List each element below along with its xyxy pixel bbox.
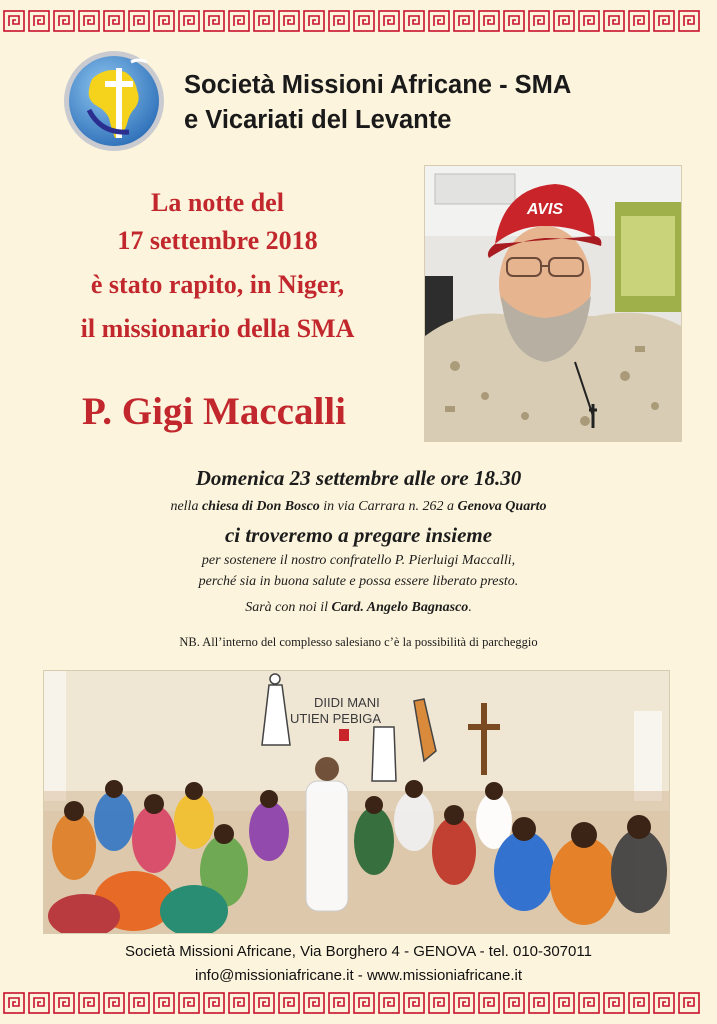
border-spiral-motif <box>254 11 274 31</box>
border-spiral-motif <box>229 993 249 1013</box>
border-spiral-motif <box>154 11 174 31</box>
border-spiral-motif <box>29 993 49 1013</box>
greek-key-pattern <box>0 6 717 36</box>
border-spiral-motif <box>629 993 649 1013</box>
border-spiral-motif <box>329 993 349 1013</box>
cardinal-note-prefix: Sarà con noi il <box>245 600 332 615</box>
portrait-illustration <box>425 166 681 441</box>
border-spiral-motif <box>504 993 524 1013</box>
border-spiral-motif <box>279 11 299 31</box>
border-spiral-motif <box>29 11 49 31</box>
border-spiral-motif <box>229 11 249 31</box>
border-spiral-motif <box>304 993 324 1013</box>
organization-title <box>184 68 704 138</box>
border-spiral-motif <box>604 993 624 1013</box>
event-date: Domenica 23 settembre alle ore 18.30 <box>195 466 522 490</box>
border-spiral-motif <box>354 11 374 31</box>
missionary-portrait-photo <box>424 165 682 442</box>
event-place-middle: in via Carrara n. 262 a <box>319 499 458 514</box>
border-spiral-motif <box>279 993 299 1013</box>
event-details <box>20 462 697 652</box>
border-spiral-motif <box>429 993 449 1013</box>
footer-address: Società Missioni Africane, Via Borghero 4 - GENOVA - tel. 010-307011 <box>125 943 592 960</box>
cardinal-name: Card. Angelo Bagnasco <box>331 600 469 615</box>
headline-line-2: 17 settembre 2018 <box>117 226 318 255</box>
border-spiral-motif <box>354 993 374 1013</box>
border-spiral-motif <box>479 11 499 31</box>
border-spiral-motif <box>329 11 349 31</box>
border-spiral-motif <box>454 993 474 1013</box>
border-spiral-motif <box>529 11 549 31</box>
wall-text-1: DIIDI MANI <box>314 695 380 710</box>
border-spiral-motif <box>554 11 574 31</box>
decorative-border-top <box>0 6 717 36</box>
cardinal-note <box>20 596 697 620</box>
border-spiral-motif <box>4 11 24 31</box>
headline-line-3: è stato rapito, in Niger, <box>90 270 345 299</box>
footer <box>0 940 717 988</box>
border-spiral-motif <box>104 993 124 1013</box>
headline <box>20 184 415 348</box>
border-spiral-motif <box>404 993 424 1013</box>
border-spiral-motif <box>79 11 99 31</box>
border-spiral-motif <box>629 11 649 31</box>
border-spiral-motif <box>654 11 674 31</box>
border-spiral-motif <box>129 11 149 31</box>
headline-line-4: il missionario della SMA <box>80 314 355 343</box>
event-city: Genova Quarto <box>457 499 547 514</box>
border-spiral-motif <box>204 11 224 31</box>
cardinal-note-suffix: . <box>468 600 472 615</box>
missionary-name: P. Gigi Maccalli <box>82 390 346 433</box>
border-spiral-motif <box>579 993 599 1013</box>
border-spiral-motif <box>54 993 74 1013</box>
border-spiral-motif <box>104 11 124 31</box>
event-place-prefix: nella <box>170 499 202 514</box>
organization-subtitle: e Vicariati del Levante <box>184 106 452 134</box>
border-spiral-motif <box>79 993 99 1013</box>
border-spiral-motif <box>479 993 499 1013</box>
border-spiral-motif <box>604 11 624 31</box>
church-gathering-photo <box>43 670 670 934</box>
border-spiral-motif <box>454 11 474 31</box>
border-spiral-motif <box>654 993 674 1013</box>
sma-cross-africa-logo-icon <box>61 48 167 154</box>
border-spiral-motif <box>554 993 574 1013</box>
border-spiral-motif <box>504 11 524 31</box>
border-spiral-motif <box>54 11 74 31</box>
border-spiral-motif <box>379 993 399 1013</box>
decorative-border-bottom <box>0 988 717 1018</box>
prayer-invitation: ci troveremo a pregare insieme <box>224 523 493 547</box>
parking-note: NB. All’interno del complesso salesiano c’è la possibilità di parcheggio <box>179 635 538 649</box>
border-spiral-motif <box>179 11 199 31</box>
border-spiral-motif <box>579 11 599 31</box>
sma-logo <box>61 48 167 154</box>
church-gathering-illustration <box>44 671 669 933</box>
border-spiral-motif <box>679 11 699 31</box>
wall-text-2: UTIEN PEBIGA <box>290 711 382 726</box>
border-spiral-motif <box>254 993 274 1013</box>
headline-line-1: La notte del <box>151 188 284 217</box>
border-spiral-motif <box>154 993 174 1013</box>
border-spiral-motif <box>379 11 399 31</box>
greek-key-pattern <box>0 988 717 1018</box>
border-spiral-motif <box>404 11 424 31</box>
prayer-message-line-1: per sostenere il nostro confratello P. Pierluigi Maccalli, <box>201 553 516 568</box>
organization-name: Società Missioni Africane - SMA <box>184 71 572 99</box>
border-spiral-motif <box>204 993 224 1013</box>
event-place <box>20 494 697 520</box>
border-spiral-motif <box>179 993 199 1013</box>
border-spiral-motif <box>529 993 549 1013</box>
border-spiral-motif <box>129 993 149 1013</box>
border-spiral-motif <box>304 11 324 31</box>
border-spiral-motif <box>4 993 24 1013</box>
footer-contact: info@missioniafricane.it - www.missioniafricane.it <box>195 967 522 984</box>
event-church: chiesa di Don Bosco <box>201 499 320 514</box>
prayer-message-line-2: perché sia in buona salute e possa essere liberato presto. <box>198 574 519 589</box>
border-spiral-motif <box>429 11 449 31</box>
cap-logo-text: AVIS <box>526 201 564 218</box>
border-spiral-motif <box>679 993 699 1013</box>
